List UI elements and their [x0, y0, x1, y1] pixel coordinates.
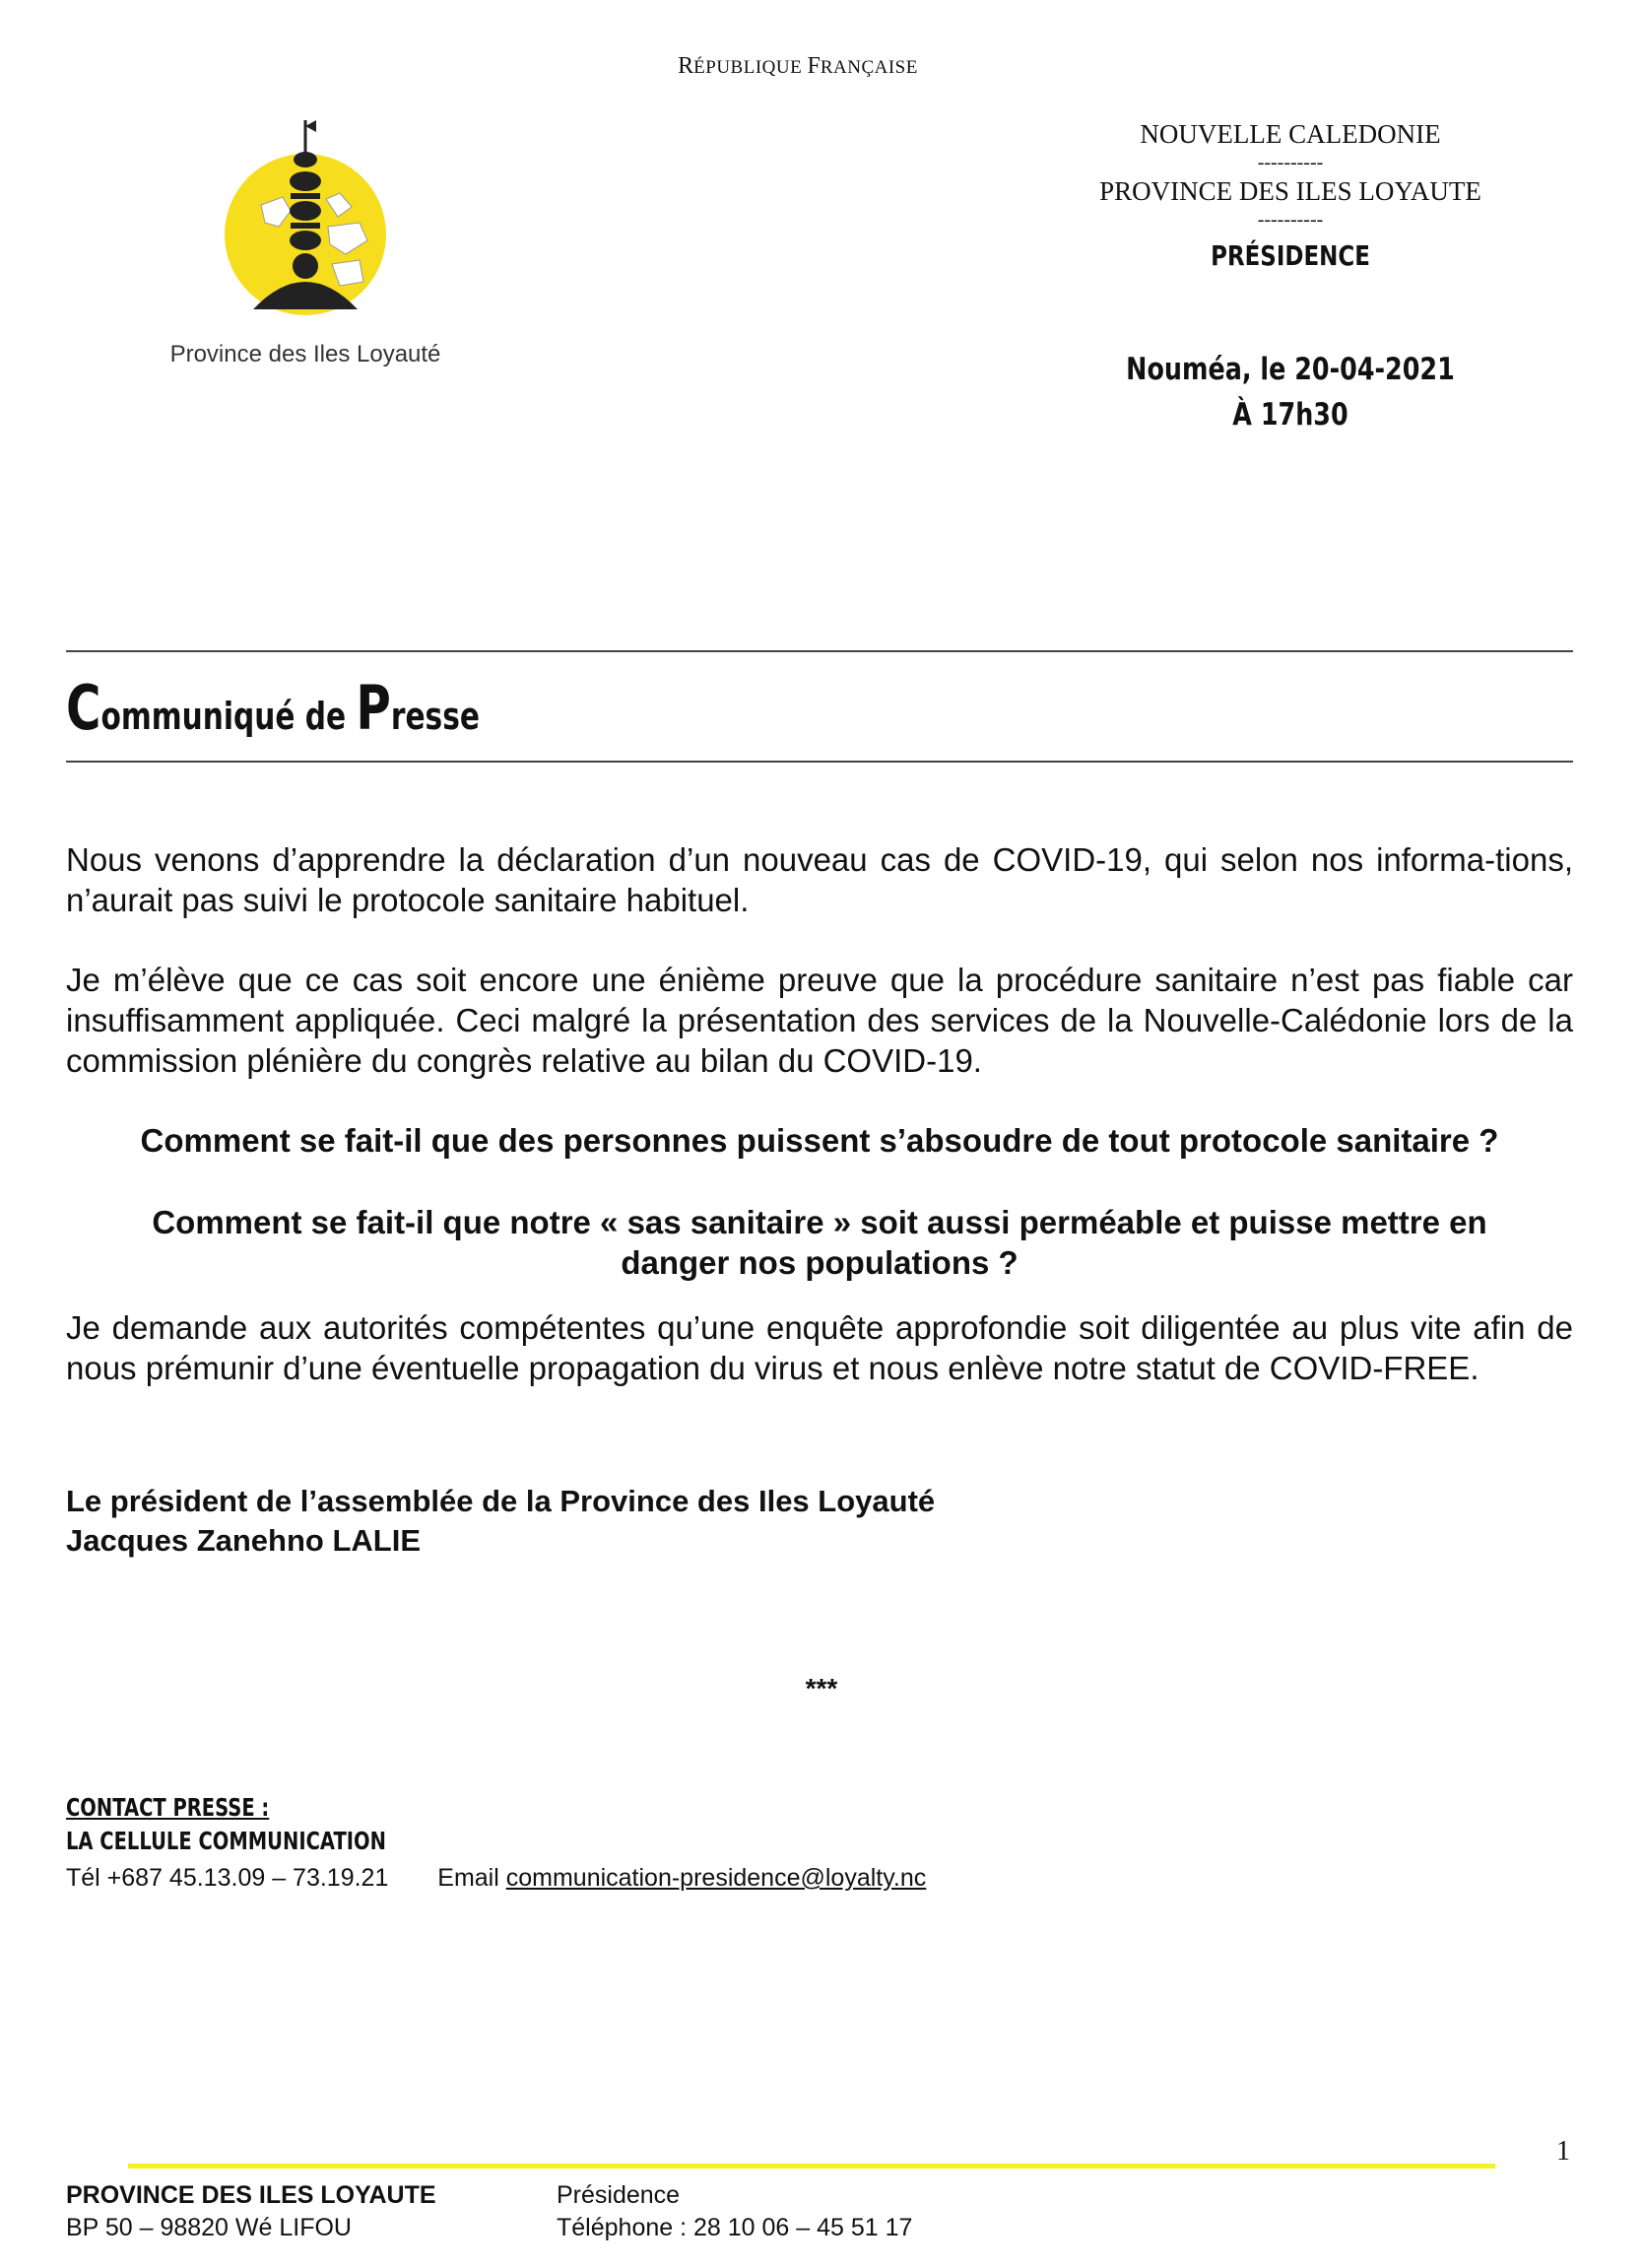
paragraph-3: Je demande aux autorités compétentes qu’une enquête approfondie soit diligentée au plus vite afin de nous prémunir d’une éventuelle propagation du virus et nous enlève notre statut de COVID-FREE.: [66, 1309, 1573, 1386]
issuer-block: [1044, 119, 1537, 272]
title-top-rule: [66, 650, 1573, 652]
issuer-separator-2: ----------: [1257, 209, 1324, 231]
question-1: Comment se fait-il que des personnes puissent s’absoudre de tout protocole sanitaire ?: [140, 1122, 1499, 1159]
issuer-line-3: PRÉSIDENCE: [1211, 239, 1370, 272]
signature-block: [66, 1482, 935, 1561]
republique-initial: R: [678, 53, 694, 79]
page-number: 1: [1556, 2136, 1570, 2167]
signature-title: Le président de l’assemblée de la Province des Iles Loyauté: [66, 1484, 936, 1518]
logo-caption: Province des Iles Loyauté: [169, 341, 441, 367]
time-line: À 17h30: [1232, 397, 1348, 433]
document-title: [66, 672, 480, 744]
province-logo: [222, 116, 389, 323]
contact-heading: CONTACT PRESSE :: [66, 1793, 270, 1822]
contact-phone: Tél +687 45.13.09 – 73.19.21: [66, 1864, 389, 1892]
issuer-line-2: PROVINCE DES ILES LOYAUTE: [1099, 176, 1481, 206]
footer-postal: BP 50 – 98820 Wé LIFOU: [66, 2214, 352, 2241]
press-contact: [66, 1791, 926, 1893]
contact-team: LA CELLULE COMMUNICATION: [66, 1827, 386, 1855]
issuer-line-1: NOUVELLE CALEDONIE: [1140, 119, 1441, 149]
francaise-rest: RANÇAISE: [820, 57, 918, 78]
footer-yellow-rule: [128, 2164, 1495, 2168]
footer-province: PROVINCE DES ILES LOYAUTE: [66, 2181, 436, 2209]
question-2: [66, 1202, 1573, 1283]
signature-name: Jacques Zanehno LALIE: [66, 1523, 422, 1558]
question-2-line-1: Comment se fait-il que notre « sas sanitaire » soit aussi perméable et puisse mettre en: [152, 1204, 1487, 1240]
contact-email-label: Email: [437, 1864, 506, 1892]
title-rest-1: ommuniqué de: [100, 695, 357, 738]
francaise-initial: F: [807, 53, 821, 79]
title-bottom-rule: [66, 761, 1573, 763]
issuer-separator-1: ----------: [1257, 152, 1324, 173]
republique-rest: ÉPUBLIQUE: [693, 57, 808, 78]
footer-telephone: Téléphone : 28 10 06 – 45 51 17: [557, 2214, 913, 2241]
paragraph-2: Je m’élève que ce cas soit encore une énième preuve que la procédure sanitaire n’est pas fiable car insuffisamment appliquée. Ceci malgré la présentation des services de la Nouvelle-Calédonie lors de la commission plénière du congrès relative au bilan du COVID-19.: [66, 962, 1573, 1079]
contact-row: [66, 1864, 926, 1893]
title-initial-p: P: [356, 672, 391, 744]
contact-email-link[interactable]: communication-presidence@loyalty.nc: [505, 1864, 927, 1892]
paragraph-1: Nous venons d’apprendre la déclaration d’un nouveau cas de COVID-19, qui selon nos informa-tions, n’aurait pas suivi le protocole sanitaire habituel.: [66, 841, 1573, 918]
date-line: Nouméa, le 20-04-2021: [1126, 352, 1455, 387]
section-separator: ***: [805, 1673, 838, 1703]
footer-presidence-label: Présidence: [557, 2181, 681, 2209]
title-initial-c: C: [66, 672, 101, 744]
date-block: [1088, 347, 1492, 437]
title-rest-2: resse: [390, 695, 480, 738]
footer-address: [66, 2179, 436, 2244]
republique-francaise-header: [0, 53, 1596, 80]
footer-presidence: [557, 2179, 912, 2244]
question-2-line-2: danger nos populations ?: [621, 1244, 1019, 1281]
